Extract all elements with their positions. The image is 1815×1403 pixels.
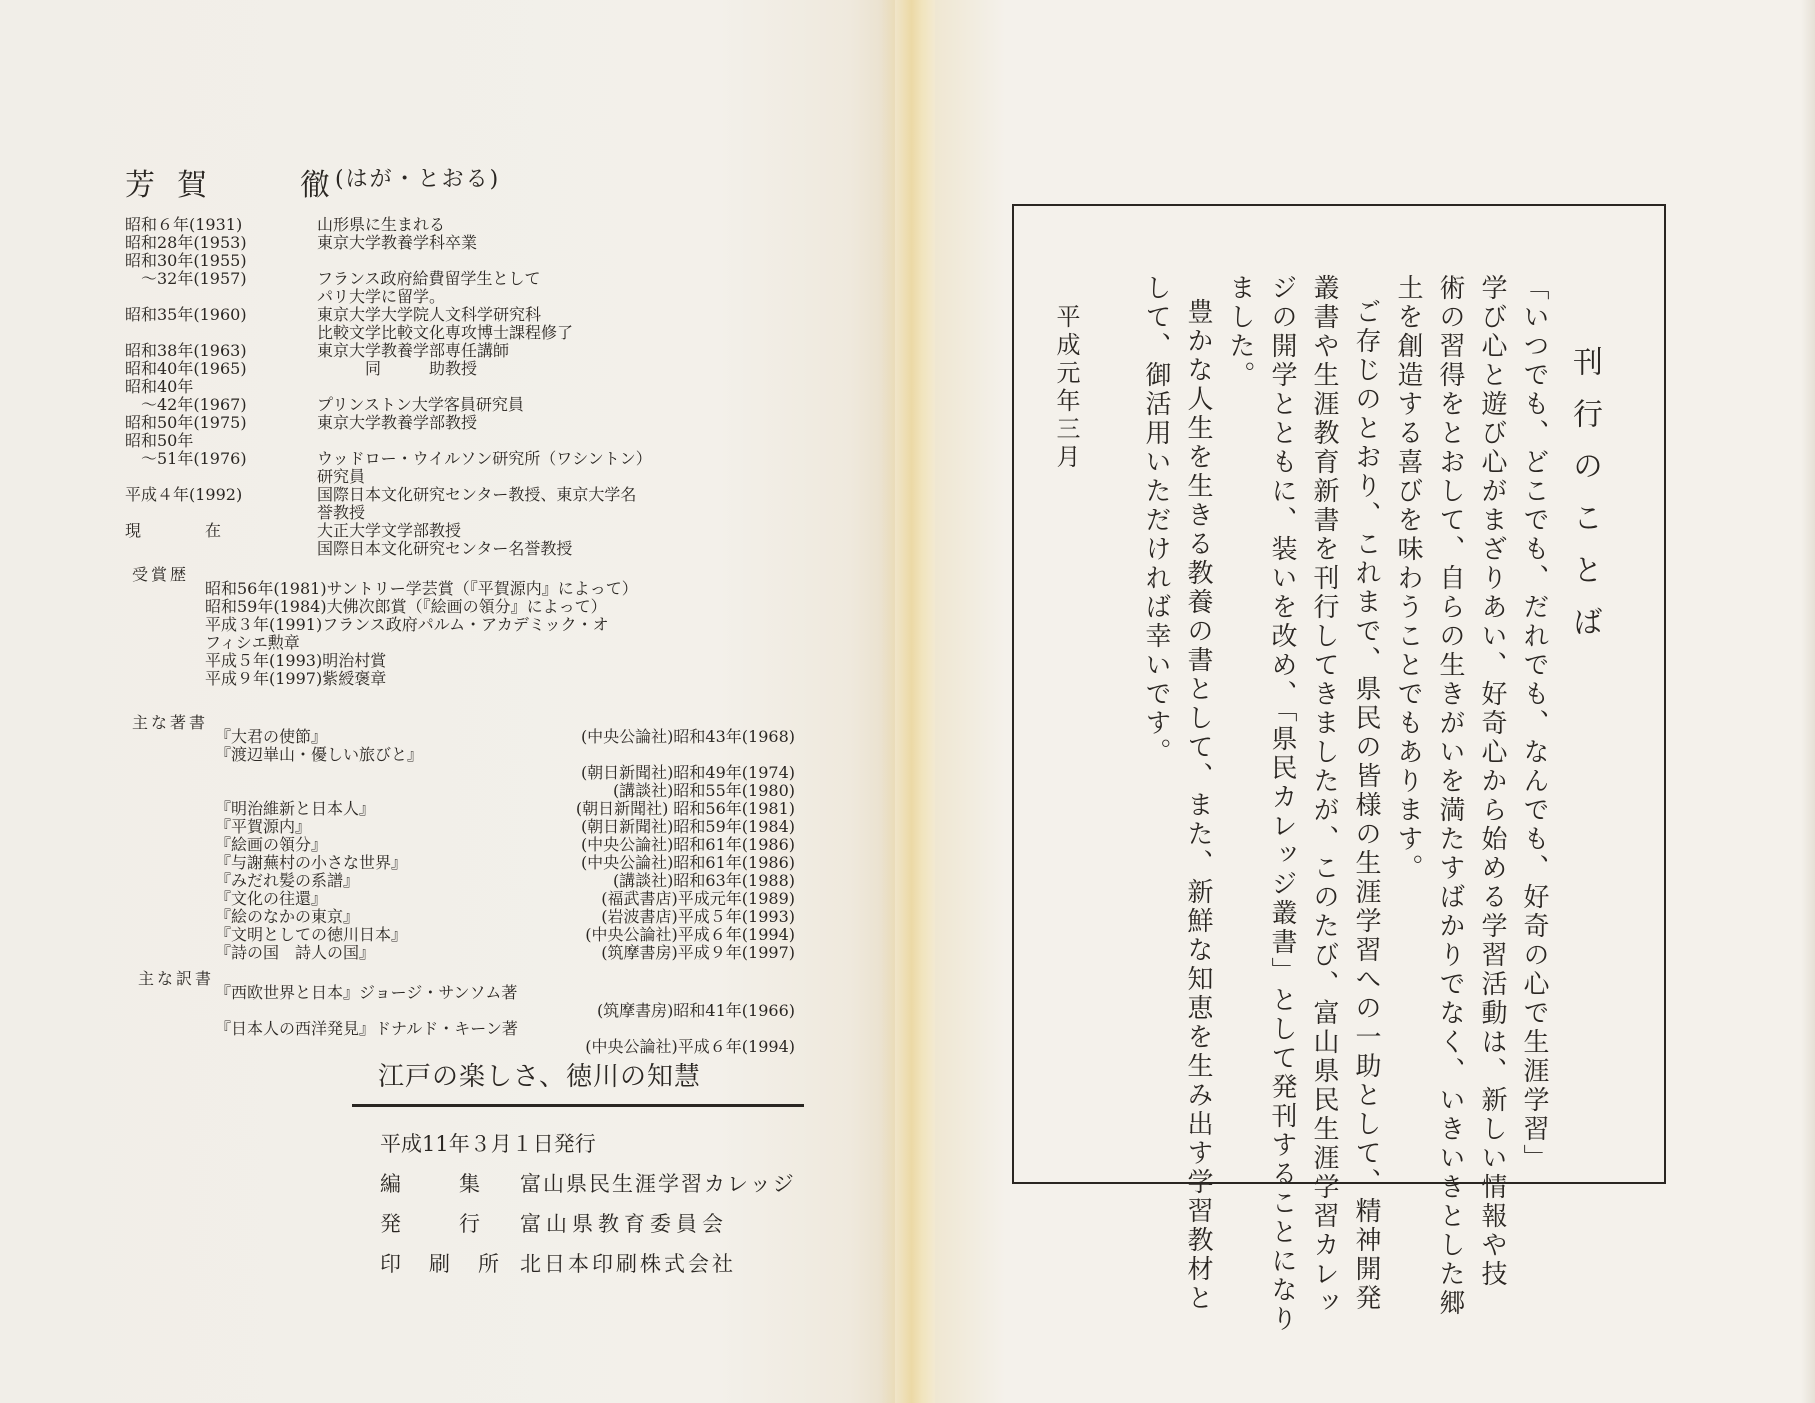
work-item [215, 800, 795, 818]
career-date: 昭和６年(1931) [125, 215, 243, 234]
works-label: 主な著書 [132, 713, 209, 732]
colophon-value: 富山県民生涯学習カレッジ [520, 1172, 796, 1196]
career-text: フランス政府給費留学生として [317, 269, 541, 288]
work-title: 『文化の往還』 [215, 889, 328, 908]
career-date: ～51年(1976) [125, 449, 247, 468]
career-row [125, 288, 825, 306]
award-item: 昭和56年(1981)サントリー学芸賞（『平賀源内』によって） [205, 579, 638, 598]
career-date: 昭和28年(1953) [125, 233, 247, 252]
award-item: 平成３年(1991)フランス政府パルム・アカデミック・オ [205, 615, 609, 634]
award-item: 昭和59年(1984)大佛次郎賞（『絵画の領分』によって） [205, 597, 607, 616]
colophon [380, 1124, 796, 1284]
work-title: 『与謝蕪村の小さな世界』 [215, 853, 408, 872]
work-title: 『平賀源内』 [215, 817, 312, 836]
work-publisher: (中央公論社)昭和43年(1968) [580, 727, 795, 746]
career-text: 研究員 [317, 467, 366, 486]
career-date: 現 在 [125, 521, 222, 540]
career-date: 平成４年(1992) [125, 485, 243, 504]
preface-column: 叢書や生涯教育新書を刊行してきましたが、このたび、富山県民生涯学習カレッ [1309, 274, 1339, 1318]
career-row [125, 234, 825, 252]
work-item [215, 746, 795, 764]
career-text: 山形県に生まれる [317, 215, 446, 234]
award-item: フィシエ勲章 [205, 633, 300, 652]
preface-column: ジの開学とともに、装いを改め、「県民カレッジ叢書」として発刊することになり [1267, 274, 1297, 1334]
career-row [125, 360, 825, 378]
author-reading: (はが・とおる) [335, 167, 501, 192]
work-item [215, 1038, 795, 1056]
work-publisher: (岩波書店)平成５年(1993) [601, 907, 795, 926]
work-publisher: (福武書店)平成元年(1989) [601, 889, 795, 908]
work-title: 『文明としての徳川日本』 [215, 925, 408, 944]
colophon-row [380, 1204, 728, 1244]
work-title: 『大君の使節』 [215, 727, 328, 746]
colophon-value: 富山県教育委員会 [520, 1212, 728, 1236]
career-text: 国際日本文化研究センター教授、東京大学名 [317, 485, 637, 504]
career-text: 大正大学文学部教授 [317, 521, 462, 540]
career-row [125, 252, 825, 270]
book-title: 江戸の楽しさ、徳川の知慧 [378, 1062, 701, 1092]
translations-list [215, 984, 795, 1056]
colophon-value: 北日本印刷株式会社 [520, 1252, 736, 1276]
preface-title: 刊行のことば [1567, 346, 1602, 658]
preface-column: ご存じのとおり、これまで、県民の皆様の生涯学習への一助として、精神開発 [1351, 298, 1381, 1313]
career-text: 同 助教授 [317, 359, 478, 378]
work-publisher: (中央公論社)昭和61年(1986) [580, 835, 795, 854]
career-text: 東京大学教養学部教授 [317, 413, 478, 432]
work-item [215, 1020, 795, 1038]
work-publisher: (講談社)昭和63年(1988) [612, 871, 795, 890]
career-text: 東京大学教養学科卒業 [317, 233, 478, 252]
work-title: 『絵のなかの東京』 [215, 907, 360, 926]
work-item [215, 764, 795, 782]
work-item [215, 782, 795, 800]
work-item [215, 872, 795, 890]
work-item [215, 944, 795, 962]
career-date: ～32年(1957) [125, 269, 247, 288]
colophon-rule [352, 1104, 804, 1107]
preface-date: 平成元年三月 [1052, 304, 1080, 472]
career-text: 東京大学大学院人文科学研究科 [317, 305, 542, 324]
award-item: 平成９年(1997)紫綬褒章 [205, 669, 387, 688]
work-title: 『みだれ髪の系譜』 [215, 871, 360, 890]
translations-label: 主な訳書 [138, 969, 215, 988]
work-publisher: (朝日新聞社)昭和49年(1974) [580, 763, 795, 782]
work-publisher: (中央公論社)平成６年(1994) [585, 925, 795, 944]
career-row [125, 450, 825, 468]
career-date: 昭和30年(1955) [125, 251, 247, 270]
colophon-key: 印刷所 [380, 1252, 527, 1276]
career-row [125, 504, 825, 522]
career-row [125, 270, 825, 288]
career-text: 誉教授 [317, 503, 366, 522]
author-surname: 芳賀 [125, 168, 229, 203]
work-item [215, 908, 795, 926]
work-item [215, 854, 795, 872]
career-row [125, 540, 825, 558]
career-row [125, 468, 825, 486]
career-date: 昭和38年(1963) [125, 341, 247, 360]
career-row [125, 414, 825, 432]
career-date: 昭和50年(1975) [125, 413, 247, 432]
career-row [125, 396, 825, 414]
awards-label: 受賞歴 [132, 565, 190, 584]
publication-date-row [380, 1124, 596, 1164]
career-date: 昭和50年 [125, 431, 194, 450]
career-row [125, 522, 825, 540]
work-title: 『日本人の西洋発見』ドナルド・キーン著 [215, 1019, 518, 1038]
work-publisher: (朝日新聞社) 昭和56年(1981) [575, 799, 795, 818]
work-publisher: (中央公論社)昭和61年(1986) [580, 853, 795, 872]
career-row [125, 486, 825, 504]
colophon-row [380, 1164, 796, 1204]
career-row [125, 432, 825, 450]
page-edge [1801, 0, 1815, 1403]
work-publisher: (朝日新聞社)昭和59年(1984) [580, 817, 795, 836]
preface-column: して、御活用いただければ幸いです。 [1141, 274, 1171, 767]
preface-box [1012, 204, 1666, 1334]
career-text: 国際日本文化研究センター名誉教授 [317, 539, 573, 558]
work-item [215, 836, 795, 854]
work-item [215, 890, 795, 908]
career-list [125, 216, 825, 558]
career-text: 比較文学比較文化専攻博士課程修了 [317, 323, 574, 342]
work-item [215, 1002, 795, 1020]
career-date: 昭和40年 [125, 377, 194, 396]
preface-column: 術の習得をとおして、自らの生きがいを満たすばかりでなく、いきいきとした郷 [1435, 274, 1465, 1318]
colophon-key: 編集 [380, 1172, 538, 1196]
career-date: ～42年(1967) [125, 395, 247, 414]
career-date: 昭和35年(1960) [125, 305, 247, 324]
awards-list [205, 580, 815, 688]
career-text: 東京大学教養学部専任講師 [317, 341, 510, 360]
work-title: 『明治維新と日本人』 [215, 799, 376, 818]
career-row [125, 216, 825, 234]
work-item [215, 984, 795, 1002]
work-title: 『西欧世界と日本』ジョージ・サンソム著 [215, 983, 518, 1002]
work-title: 『詩の国 詩人の国』 [215, 943, 376, 962]
work-publisher: (中央公論社)平成６年(1994) [585, 1037, 795, 1056]
work-item [215, 728, 795, 746]
career-date: 昭和40年(1965) [125, 359, 247, 378]
award-item: 平成５年(1993)明治村賞 [205, 651, 387, 670]
work-publisher: (筑摩書房)昭和41年(1966) [596, 1001, 795, 1020]
career-text: ウッドロー・ウイルソン研究所（ワシントン） [317, 449, 652, 468]
career-row [125, 306, 825, 324]
colophon-row [380, 1244, 736, 1284]
work-item [215, 926, 795, 944]
works-list [215, 728, 795, 962]
colophon-key: 発行 [380, 1212, 538, 1236]
preface-column: 「いつでも、どこでも、だれでも、なんでも、好奇の心で生涯学習」 [1519, 274, 1549, 1173]
work-item [215, 818, 795, 836]
career-text: パリ大学に留学。 [317, 287, 446, 306]
work-title: 『渡辺崋山・優しい旅びと』 [215, 745, 424, 764]
career-text: プリンストン大学客員研究員 [317, 395, 524, 414]
preface-column: 学び心と遊び心がまざりあい、好奇心から始める学習活動は、新しい情報や技 [1477, 274, 1507, 1289]
career-row [125, 378, 825, 396]
preface-column: ました。 [1225, 274, 1255, 390]
publication-date: 平成11年３月１日発行 [380, 1132, 596, 1156]
career-row [125, 342, 825, 360]
preface-column: 土を創造する喜びを味わうことでもあります。 [1393, 274, 1423, 883]
work-publisher: (筑摩書房)平成９年(1997) [601, 943, 795, 962]
preface-column: 豊かな人生を生きる教養の書として、また、新鮮な知恵を生み出す学習教材と [1183, 298, 1213, 1313]
career-row [125, 324, 825, 342]
work-publisher: (講談社)昭和55年(1980) [612, 781, 795, 800]
work-title: 『絵画の領分』 [215, 835, 328, 854]
author-given-name: 徹 [300, 168, 332, 203]
